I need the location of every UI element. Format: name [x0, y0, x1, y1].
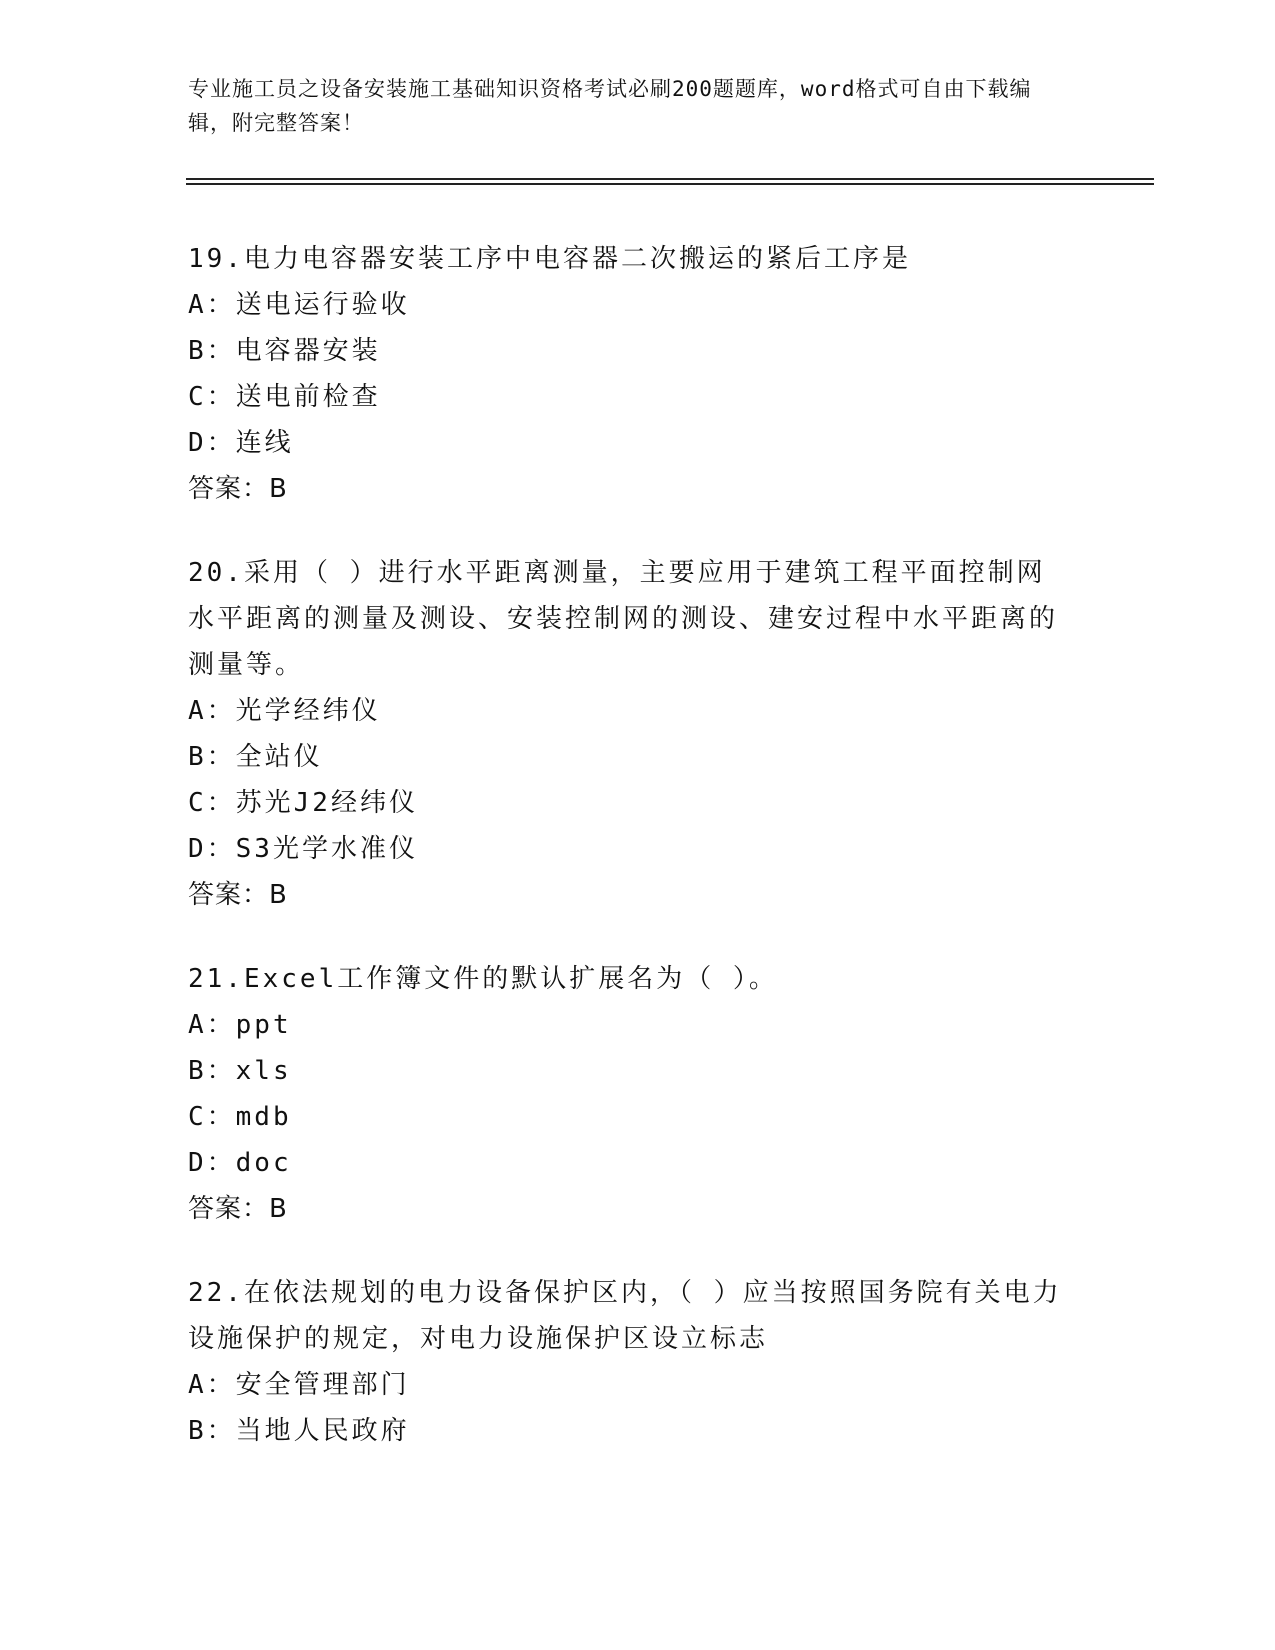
option-b: B：当地人民政府 [188, 1416, 410, 1446]
option-a: A：送电运行验收 [188, 290, 410, 320]
option-a: A：安全管理部门 [188, 1370, 410, 1400]
question-list [188, 236, 1088, 1492]
option-b: B：电容器安装 [188, 336, 381, 366]
question-stem: 20.采用（ ）进行水平距离测量，主要应用于建筑工程平面控制网水平距离的测量及测设、安装控制网的测设、建安过程中水平距离的测量等。 [188, 558, 1059, 680]
option-c: C：苏光J2经纬仪 [188, 788, 418, 818]
option-d: D：连线 [188, 428, 294, 458]
question-19 [188, 236, 1088, 512]
question-20 [188, 550, 1088, 918]
option-b: B：xls [188, 1056, 292, 1086]
option-a: A：光学经纬仪 [188, 696, 381, 726]
document-intro: 专业施工员之设备安装施工基础知识资格考试必刷200题题库，word格式可自由下载编辑，附完整答案！ [188, 77, 1032, 135]
option-c: C：mdb [188, 1102, 292, 1132]
answer-line: 答案：B [188, 474, 288, 504]
header-divider-top [186, 178, 1154, 180]
question-21 [188, 956, 1088, 1232]
question-stem: 21.Excel工作簿文件的默认扩展名为（ ）。 [188, 964, 778, 994]
question-stem: 19.电力电容器安装工序中电容器二次搬运的紧后工序是 [188, 244, 911, 274]
option-d: D：doc [188, 1148, 292, 1178]
option-a: A：ppt [188, 1010, 292, 1040]
option-c: C：送电前检查 [188, 382, 381, 412]
answer-line: 答案：B [188, 1194, 288, 1224]
header-divider-bottom [186, 183, 1154, 185]
question-22 [188, 1270, 1088, 1454]
option-d: D：S3光学水准仪 [188, 834, 418, 864]
option-b: B：全站仪 [188, 742, 323, 772]
answer-line: 答案：B [188, 880, 288, 910]
question-stem: 22.在依法规划的电力设备保护区内，（ ）应当按照国务院有关电力设施保护的规定，对电力设施保护区设立标志 [188, 1278, 1062, 1354]
